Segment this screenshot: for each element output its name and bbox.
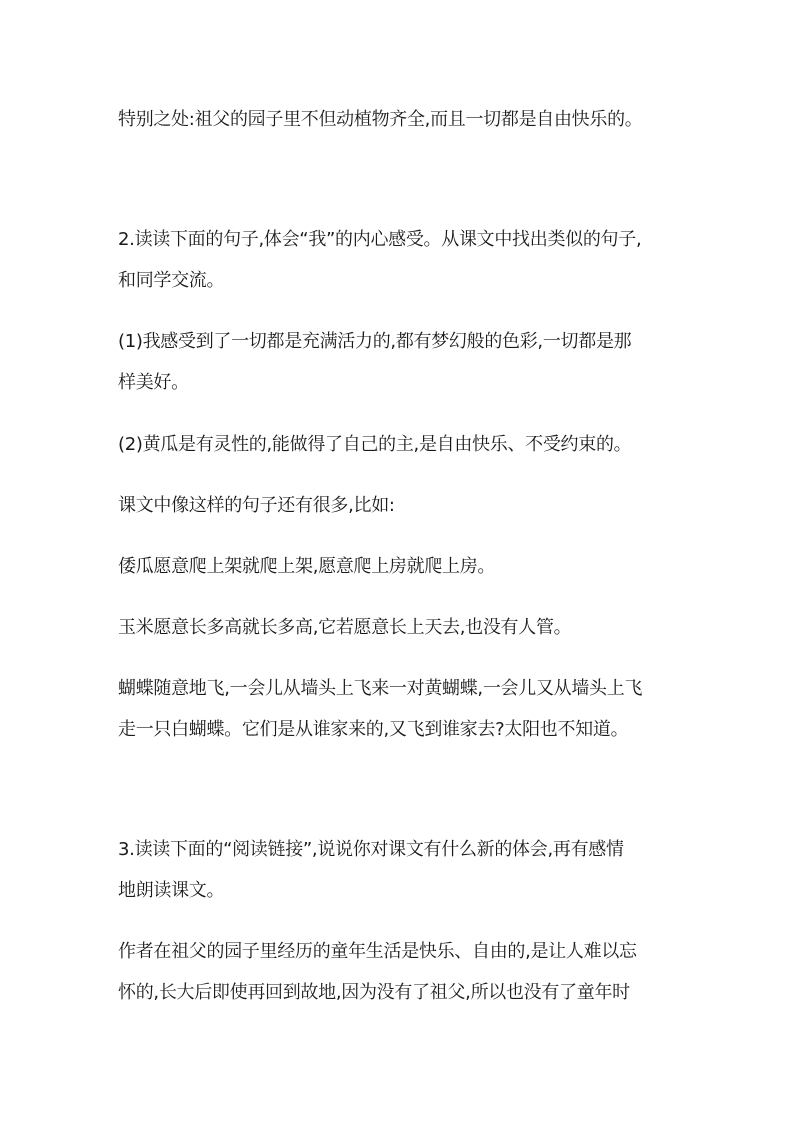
example-butterfly-line-2: 走一只白蝴蝶。它们是从谁家来的,又飞到谁家去?太阳也不知道。 xyxy=(118,719,629,740)
example-corn-line: 玉米愿意长多高就长多高,它若愿意长上天去,也没有人管。 xyxy=(118,617,572,638)
text-line-special-feature: 特别之处:祖父的园子里不但动植物齐全,而且一切都是自由快乐的。 xyxy=(118,109,643,130)
question-3-line-1: 3.读读下面的“阅读链接”,说说你对课文有什么新的体会,再有感情 xyxy=(118,839,624,860)
answer-1-line-1: (1)我感受到了一切都是充满活力的,都有梦幻般的色彩,一切都是那 xyxy=(118,331,632,352)
question-2-line-2: 和同学交流。 xyxy=(118,270,225,291)
answer-3-line-2: 怀的,长大后即使再回到故地,因为没有了祖父,所以也没有了童年时 xyxy=(118,982,630,1003)
example-pumpkin-line: 倭瓜愿意爬上架就爬上架,愿意爬上房就爬上房。 xyxy=(118,556,496,577)
answer-2-line: (2)黄瓜是有灵性的,能做得了自己的主,是自由快乐、不受约束的。 xyxy=(118,434,632,455)
question-2-line-1: 2.读读下面的句子,体会“我”的内心感受。从课文中找出类似的句子, xyxy=(118,229,642,250)
example-butterfly-line-1: 蝴蝶随意地飞,一会儿从墙头上飞来一对黄蝴蝶,一会儿又从墙头上飞 xyxy=(118,678,643,699)
question-3-line-2: 地朗读课文。 xyxy=(118,880,225,901)
answer-1-line-2: 样美好。 xyxy=(118,372,189,393)
answer-3-line-1: 作者在祖父的园子里经历的童年生活是快乐、自由的,是让人难以忘 xyxy=(118,941,637,962)
intro-examples-line: 课文中像这样的句子还有很多,比如: xyxy=(118,495,395,516)
